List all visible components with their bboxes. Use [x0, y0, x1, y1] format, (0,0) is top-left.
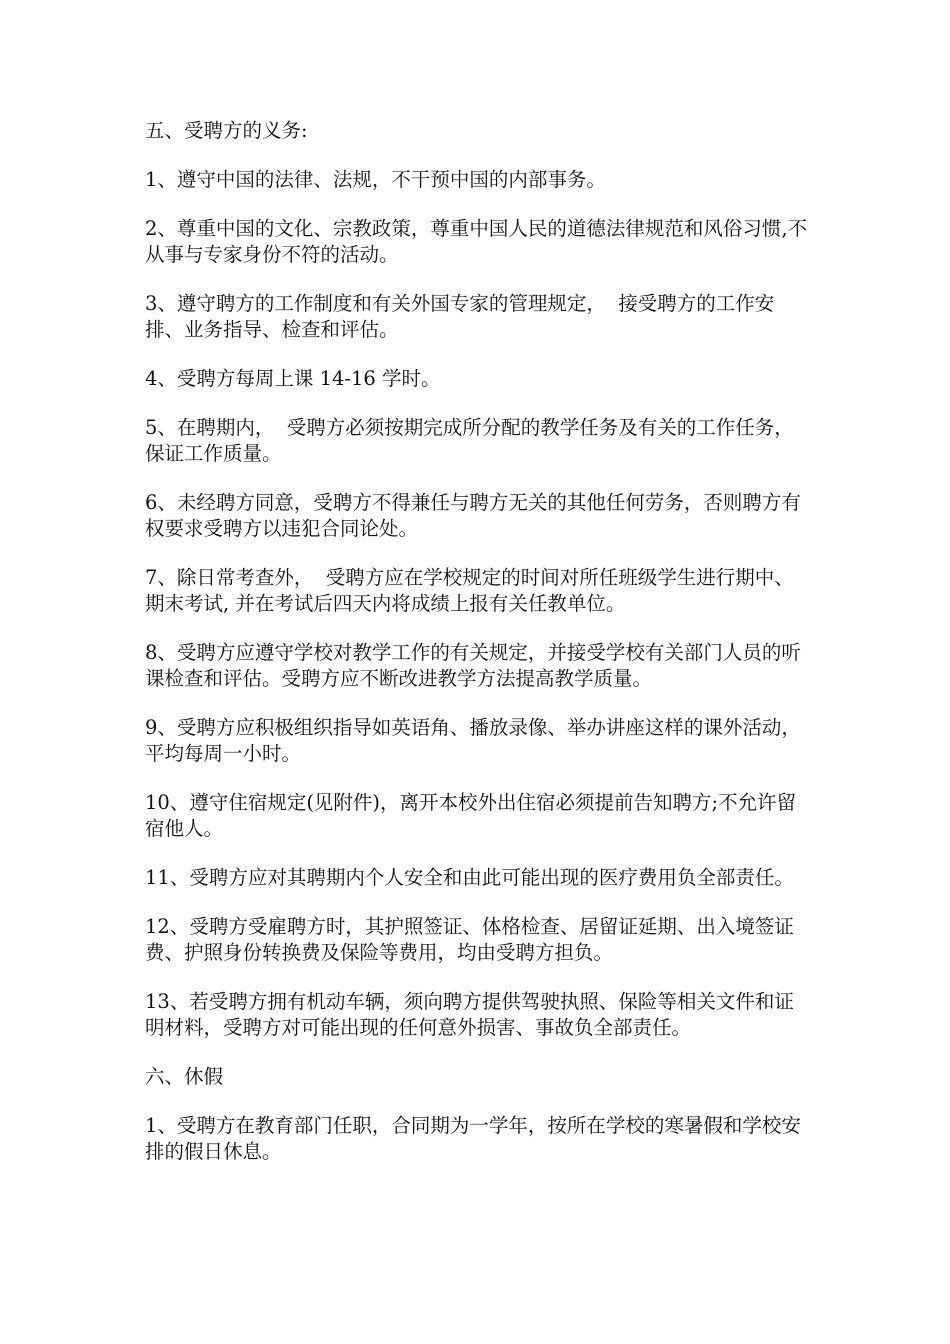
section-5-heading: 五、受聘方的义务:: [145, 119, 308, 142]
vacation-item-1: 1、受聘方在教育部门任职，合同期为一学年，按所在学校的寒暑假和学校安排的假日休息。: [145, 1114, 801, 1163]
obligation-item-9: 9、受聘方应积极组织指导如英语角、播放录像、举办讲座这样的课外活动，平均每周一小时。: [145, 716, 801, 765]
section-6-heading: 六、休假: [145, 1065, 224, 1088]
obligation-item-11: 11、受聘方应对其聘期内个人安全和由此可能出现的医疗费用负全部责任。: [145, 866, 794, 889]
obligation-item-10: 10、遵守住宿规定(见附件)，离开本校外出住宿必须提前告知聘方;不允许留宿他人。: [145, 791, 797, 840]
obligation-item-4: 4、受聘方每周上课 14-16 学时。: [145, 367, 441, 390]
obligation-item-5: 5、在聘期内， 受聘方必须按期完成所分配的教学任务及有关的工作任务，保证工作质量。: [145, 416, 794, 465]
obligation-item-7: 7、除日常考查外， 受聘方应在学校规定的时间对所任班级学生进行期中、期末考试, 并在考试后四天内将成绩上报有关任教单位。: [145, 566, 794, 615]
obligation-item-12: 12、受聘方受雇聘方时，其护照签证、体格检查、居留证延期、出入境签证费、护照身份转换费及保险等费用，均由受聘方担负。: [145, 915, 794, 964]
obligation-item-3: 3、遵守聘方的工作制度和有关外国专家的管理规定， 接受聘方的工作安排、业务指导、检查和评估。: [145, 292, 775, 341]
obligation-item-13: 13、若受聘方拥有机动车辆，须向聘方提供驾驶执照、保险等相关文件和证明材料，受聘方对可能出现的任何意外损害、事故负全部责任。: [145, 990, 794, 1039]
document-body: [145, 118, 810, 1188]
obligation-item-2: 2、尊重中国的文化、宗教政策，尊重中国人民的道德法律规范和风俗习惯,不从事与专家身份不符的活动。: [145, 217, 808, 266]
obligation-item-1: 1、遵守中国的法律、法规，不干预中国的内部事务。: [145, 168, 606, 191]
obligation-item-6: 6、未经聘方同意，受聘方不得兼任与聘方无关的其他任何劳务，否则聘方有权要求受聘方以违犯合同论处。: [145, 491, 801, 540]
obligation-item-8: 8、受聘方应遵守学校对教学工作的有关规定，并接受学校有关部门人员的听课检查和评估。受聘方应不断改进教学方法提高教学质量。: [145, 641, 801, 690]
